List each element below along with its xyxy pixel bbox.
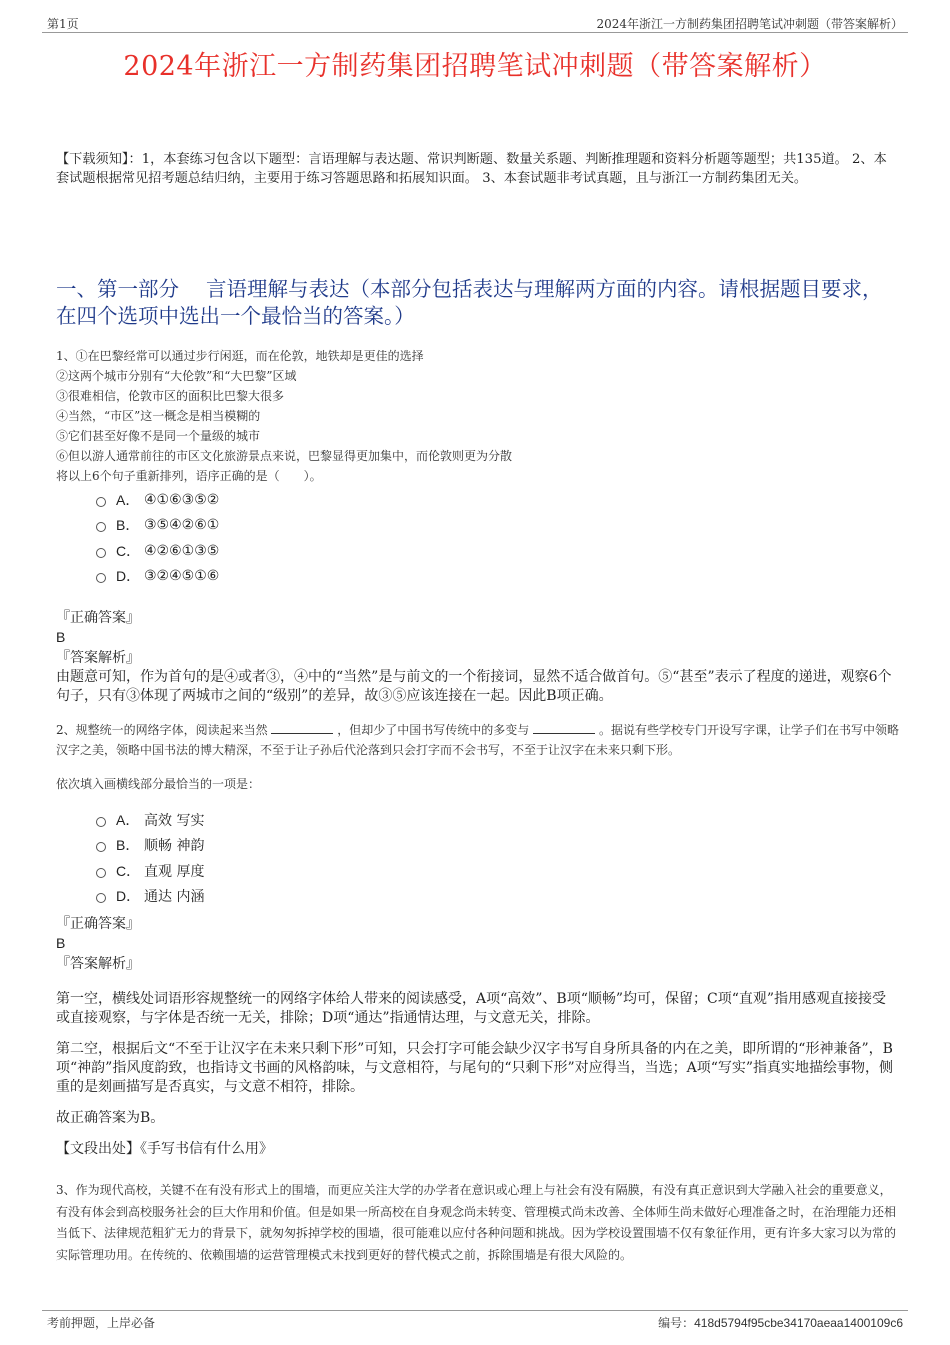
radio-icon[interactable] xyxy=(96,497,106,507)
radio-icon[interactable] xyxy=(96,548,106,558)
page-header xyxy=(42,12,908,32)
q1-option-d[interactable]: D． ③②④⑤①⑥ xyxy=(96,564,219,590)
q2-analysis-p1: 第一空，横线处词语形容规整统一的网络字体给人带来的阅读感受，A项“高效”、B项“顺畅”均可，保留；C项“直观”指用感观直接接受或直接观察，与字体是否统一无关，排除；D项“通达”指通情达理，与文意无关，排除。 xyxy=(56,991,887,1026)
footer-slogan: 考前押题，上岸必备 xyxy=(47,1316,156,1330)
q1-line: 将以上6个句子重新排列，语序正确的是（ ）。 xyxy=(56,469,322,483)
q1-analysis: 由题意可知，作为首句的是④或者③，④中的“当然”是与前文的一个衔接词，显然不适合做首句。⑤“甚至”表示了程度的递进，观察6个句子，只有③体现了两城市之间的“级别”的差异，故③⑤应该连接在一起。因此B项正确。 xyxy=(56,669,892,704)
radio-icon[interactable] xyxy=(96,817,106,827)
q1-option-a[interactable]: A． ④①⑥③⑤② xyxy=(96,487,219,513)
footer-divider xyxy=(42,1310,908,1311)
footer-code: 编号：418d5794f95cbe34170aeaa1400109c6 xyxy=(658,1316,903,1330)
question-2-stem: 2、规整统一的网络字体，阅读起来当然 ，但却少了中国书写传统中的多变与 。据说有些学校专门开设写字课，让学子们在书写中领略汉字之美，领略中国书法的博大精深，不至于让子孙后代沦落到只会打字而不会书写，不至于让汉字在未来只剩下形。 xyxy=(56,723,899,757)
q2-prompt: 依次填入画横线部分最恰当的一项是： xyxy=(56,777,261,791)
q1-analysis-label: 『答案解析』 xyxy=(56,650,140,666)
q1-line: ⑤它们甚至好像不是同一个量级的城市 xyxy=(56,429,261,443)
q2-analysis-p2: 第二空，根据后文“不至于让汉字在未来只剩下形”可知，只会打字可能会缺少汉字书写自身所具备的内在之美，即所谓的“形神兼备”，B项“神韵”指风度韵致，也指诗文书画的风格韵味，与文意相符，与尾句的“只剩下形”对应得当，当选；A项“写实”指真实地描绘事物，侧重的是刻画描写是否真实，与文意不相符，排除。 xyxy=(56,1041,894,1095)
radio-icon[interactable] xyxy=(96,573,106,583)
q2-answer-label: 『正确答案』 xyxy=(56,916,140,932)
question-3-stem: 3、作为现代高校，关键不在有没有形式上的围墙，而更应关注大学的办学者在意识或心理上与社会有没有隔膜，有没有真正意识到大学融入社会的重要意义，有没有体会到高校服务社会的巨大作用和价值。但是如果一所高校在自身观念尚未转变、管理模式尚未改善、全体师生尚未做好心理准备之时，在治理能力还相当低下、法律规范粗犷无力的背景下，就匆匆拆掉学校的围墙，很可能难以应付各种问题和挑战。因为学校设置围墙不仅有象征作用，更有许多大家习以为常的实际管理功用。在传统的、依赖围墙的运营管理模式未找到更好的替代模式之前，拆除围墙是有很大风险的。 xyxy=(56,1183,897,1262)
q1-line: 1、①在巴黎经常可以通过步行闲逛，而在伦敦，地铁却是更佳的选择 xyxy=(56,349,424,363)
q2-option-d[interactable]: D． 通达 内涵 xyxy=(96,884,204,910)
q2-analysis-label: 『答案解析』 xyxy=(56,956,140,972)
header-divider xyxy=(42,32,908,33)
q2-option-c[interactable]: C． 直观 厚度 xyxy=(96,858,204,884)
question-2-options xyxy=(96,807,204,909)
q1-line: ④当然，“市区”这一概念是相当模糊的 xyxy=(56,409,261,423)
download-notice: 【下载须知】：1，本套练习包含以下题型：言语理解与表达题、常识判断题、数量关系题、判断推理题和资料分析题等题型；共135道。 2、本套试题根据常见招考题总结归纳，主要用于练习答题思路和拓展知识面。 3、本套试题非考试真题，且与浙江一方制药集团无关。 xyxy=(56,152,887,186)
q1-answer: B xyxy=(56,629,66,645)
q2-answer: B xyxy=(56,935,66,951)
fill-blank[interactable] xyxy=(533,721,595,734)
fill-blank[interactable] xyxy=(271,721,333,734)
header-doc-title: 2024年浙江一方制药集团招聘笔试冲刺题（带答案解析） xyxy=(596,17,903,31)
q1-option-b[interactable]: B． ③⑤④②⑥① xyxy=(96,513,219,539)
q1-line: ②这两个城市分别有“大伦敦”和“大巴黎”区域 xyxy=(56,369,297,383)
q2-analysis-p3: 故正确答案为B。 xyxy=(56,1110,165,1126)
radio-icon[interactable] xyxy=(96,842,106,852)
q1-line: ③很难相信，伦敦市区的面积比巴黎大很多 xyxy=(56,389,285,403)
q1-answer-label: 『正确答案』 xyxy=(56,610,140,626)
q1-line: ⑥但以游人通常前往的市区文化旅游景点来说，巴黎显得更加集中，而伦敦则更为分散 xyxy=(56,449,513,463)
q1-option-c[interactable]: C． ④②⑥①③⑤ xyxy=(96,538,219,564)
page-number: 第1页 xyxy=(47,17,79,31)
question-1-options xyxy=(96,487,219,589)
radio-icon[interactable] xyxy=(96,893,106,903)
question-1-stem xyxy=(56,346,901,486)
q2-option-a[interactable]: A． 高效 写实 xyxy=(96,807,204,833)
radio-icon[interactable] xyxy=(96,522,106,532)
section-heading: 一、第一部分 言语理解与表达（本部分包括表达与理解两方面的内容。请根据题目要求，在四个选项中选出一个最恰当的答案。） xyxy=(56,277,883,328)
page-title: 2024年浙江一方制药集团招聘笔试冲刺题（带答案解析） xyxy=(123,51,827,82)
q2-option-b[interactable]: B． 顺畅 神韵 xyxy=(96,833,204,859)
radio-icon[interactable] xyxy=(96,868,106,878)
q2-analysis xyxy=(56,990,896,1171)
q2-source: 【文段出处】《手写书信有什么用》 xyxy=(56,1141,273,1157)
